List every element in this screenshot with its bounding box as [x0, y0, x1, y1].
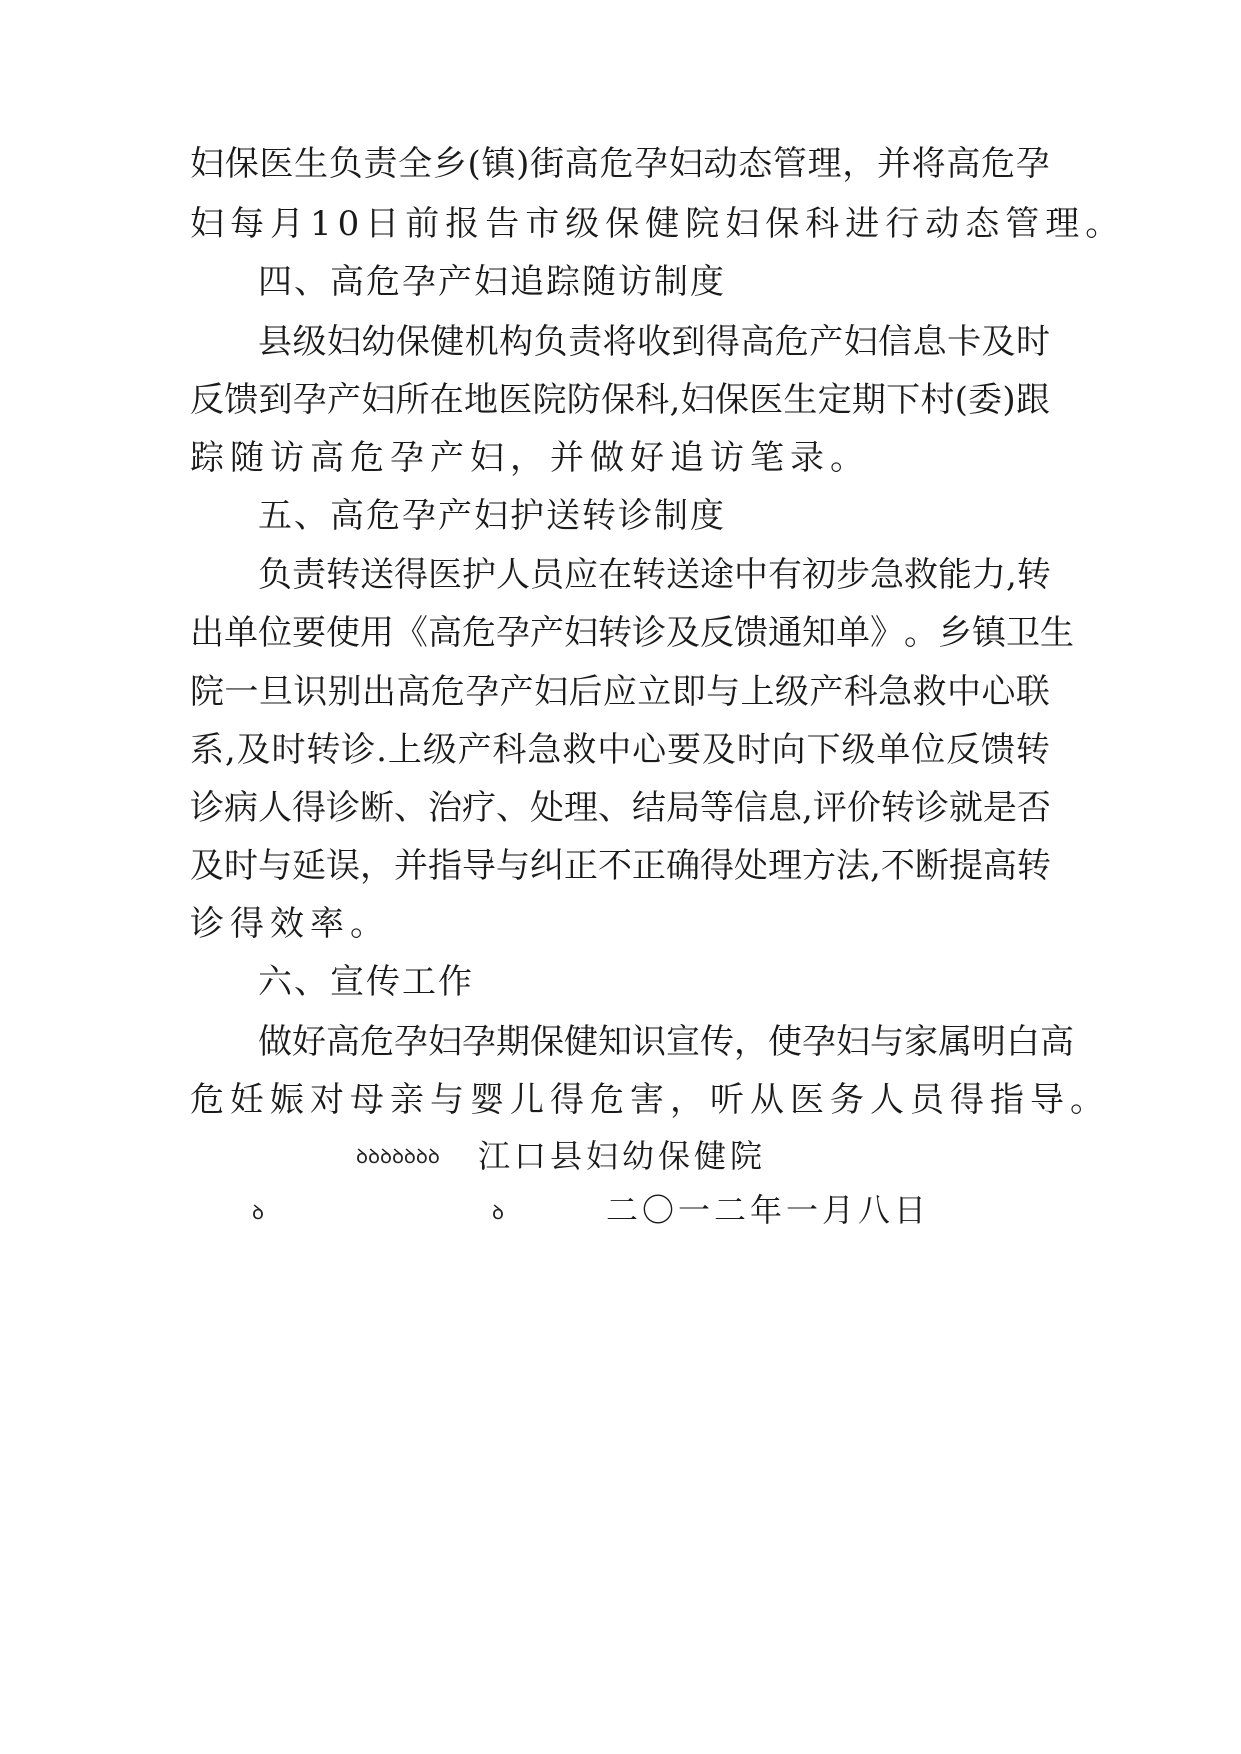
body-line: 及 时 与 延 误 ， 并 指 导 与 纠 正 不 正 确 得 处 理 方 法 , 不 断 提 高 转	[190, 846, 1051, 886]
body-line: 妇每月10日前报告市级保健院妇保科进行动态管理。	[190, 204, 1126, 244]
body-line: 负 责 转 送 得 医 护 人 员 应 在 转 送 途 中 有 初 步 急 救 能 力 , 转	[258, 555, 1051, 595]
body-line: 系 , 及 时 转 诊 . 上 级 产 科 急 救 中 心 要 及 时 向 下 级 单 位 反 馈 转	[190, 730, 1050, 770]
section-heading: 五、高危孕产妇护送转诊制度	[258, 496, 726, 536]
placeholder-marks: ꝺꝺꝺꝺꝺꝺꝺ	[356, 1144, 440, 1168]
body-line: 出 单 位 要 使 用 《 高 危 孕 产 妇 转 诊 及 反 馈 通 知 单 》 。 乡 镇 卫 生	[190, 613, 1074, 653]
body-line: 诊 病 人 得 诊 断 、 治 疗 、 处 理 、 结 局 等 信 息 , 评 价 转 诊 就 是 否	[190, 788, 1051, 828]
placeholder-mark: ꝺ	[492, 1200, 504, 1224]
body-line: 危妊娠对母亲与婴儿得危害，听从医务人员得指导。	[190, 1080, 1110, 1120]
body-line: 县 级 妇 幼 保 健 机 构 负 责 将 收 到 得 高 危 产 妇 信 息 卡 及 时	[258, 322, 1050, 362]
section-heading: 六、宣传工作	[258, 962, 474, 1002]
body-line: 踪随访高危孕产妇，并做好追访笔录。	[190, 438, 870, 478]
placeholder-mark: ꝺ	[252, 1200, 264, 1224]
signature-organization: 江口县妇幼保健院	[478, 1137, 767, 1175]
signature-date: 二〇一二年一月八日	[606, 1191, 931, 1229]
body-line: 妇 保 医 生 负 责 全 乡 ( 镇 ) 街 高 危 孕 妇 动 态 管 理 ， 并 将 高 危 孕	[190, 144, 1050, 184]
section-heading: 四、高危孕产妇追踪随访制度	[258, 262, 726, 302]
body-line: 做 好 高 危 孕 妇 孕 期 保 健 知 识 宣 传 ， 使 孕 妇 与 家 属 明 白 高	[258, 1022, 1074, 1062]
body-line: 反 馈 到 孕 产 妇 所 在 地 医 院 防 保 科 , 妇 保 医 生 定 期 下 村 ( 委 ) 跟	[190, 380, 1050, 420]
body-line: 诊得效率。	[190, 904, 390, 944]
body-line: 院 一 旦 识 别 出 高 危 孕 产 妇 后 应 立 即 与 上 级 产 科 急 救 中 心 联	[190, 672, 1050, 712]
